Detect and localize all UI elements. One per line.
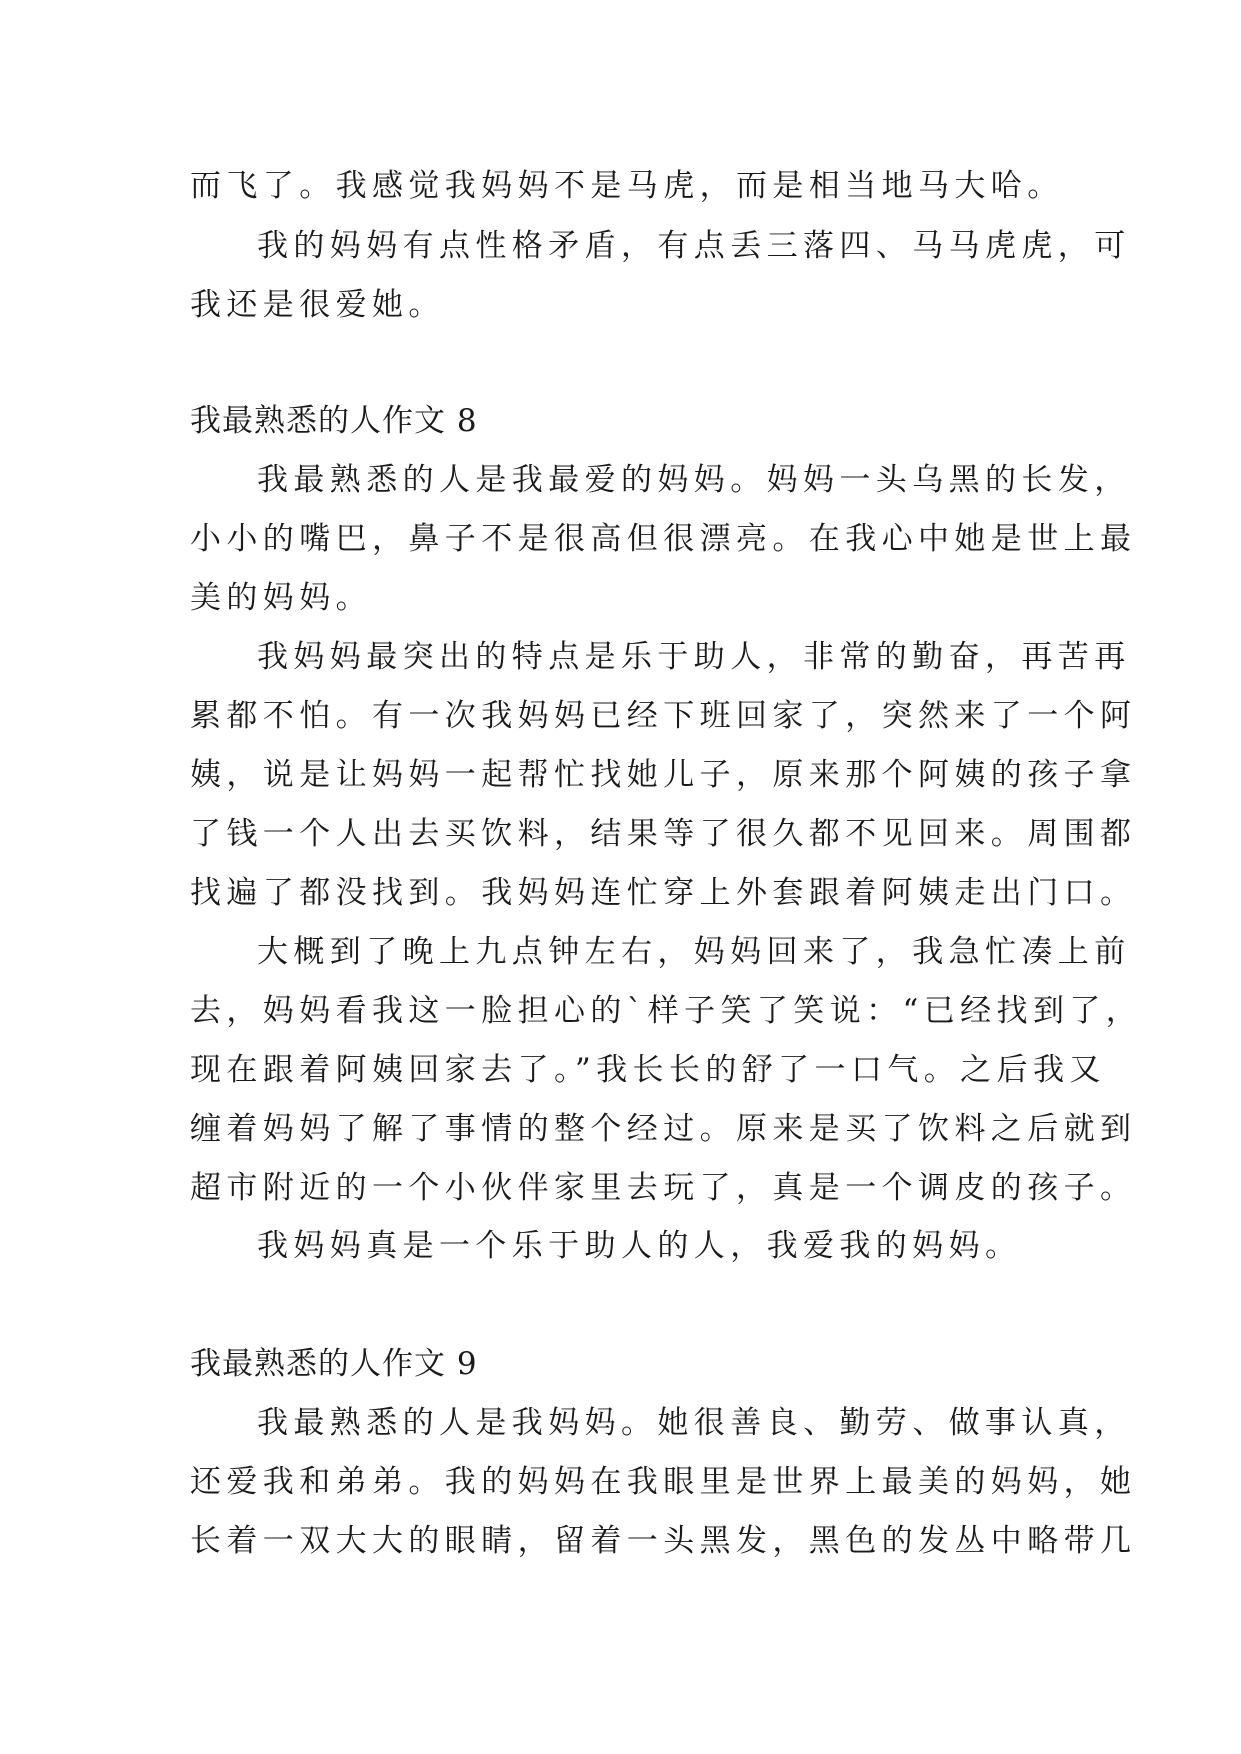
paragraph-line: 还爱我和弟弟。我的妈妈在我眼里是世界上最美的妈妈，她 [190,1464,1137,1500]
paragraph-line: 超市附近的一个小伙伴家里去玩了，真是一个调皮的孩子。 [190,1170,1137,1206]
paragraph-line: 我妈妈最突出的特点是乐于助人，非常的勤奋，再苦再 [257,639,1131,675]
paragraph-line: 大概到了晚上九点钟左右，妈妈回来了，我急忙凑上前 [257,934,1131,970]
section-heading: 我最熟悉的人作文 8 [190,403,478,439]
paragraph-line: 找遍了都没找到。我妈妈连忙穿上外套跟着阿姨走出门口。 [190,875,1137,911]
paragraph-line: 而飞了。我感觉我妈妈不是马虎，而是相当地马大哈。 [190,168,1064,204]
paragraph-line: 现在跟着阿姨回家去了。”我长长的舒了一口气。之后我又 [190,1052,1106,1088]
paragraph-line: 我还是很爱她。 [190,287,445,323]
paragraph-line: 我最熟悉的人是我妈妈。她很善良、勤劳、做事认真， [257,1405,1131,1441]
paragraph-line: 我的妈妈有点性格矛盾，有点丢三落四、马马虎虎，可 [257,228,1131,264]
paragraph-line: 我最熟悉的人是我最爱的妈妈。妈妈一头乌黑的长发， [257,462,1131,498]
paragraph-line: 小小的嘴巴，鼻子不是很高但很漂亮。在我心中她是世上最 [190,521,1137,557]
paragraph-line: 了钱一个人出去买饮料，结果等了很久都不见回来。周围都 [190,816,1137,852]
paragraph-line: 缠着妈妈了解了事情的整个经过。原来是买了饮料之后就到 [190,1111,1137,1147]
paragraph-line: 累都不怕。有一次我妈妈已经下班回家了，突然来了一个阿 [190,698,1137,734]
section-heading: 我最熟悉的人作文 9 [190,1346,478,1382]
paragraph-line: 去，妈妈看我这一脸担心的`样子笑了笑说：“已经找到了， [190,993,1143,1029]
paragraph-line: 姨，说是让妈妈一起帮忙找她儿子，原来那个阿姨的孩子拿 [190,757,1137,793]
paragraph-line: 长着一双大大的眼睛，留着一头黑发，黑色的发丛中略带几 [190,1523,1137,1559]
paragraph-line: 我妈妈真是一个乐于助人的人，我爱我的妈妈。 [257,1228,1022,1264]
paragraph-line: 美的妈妈。 [190,580,372,616]
